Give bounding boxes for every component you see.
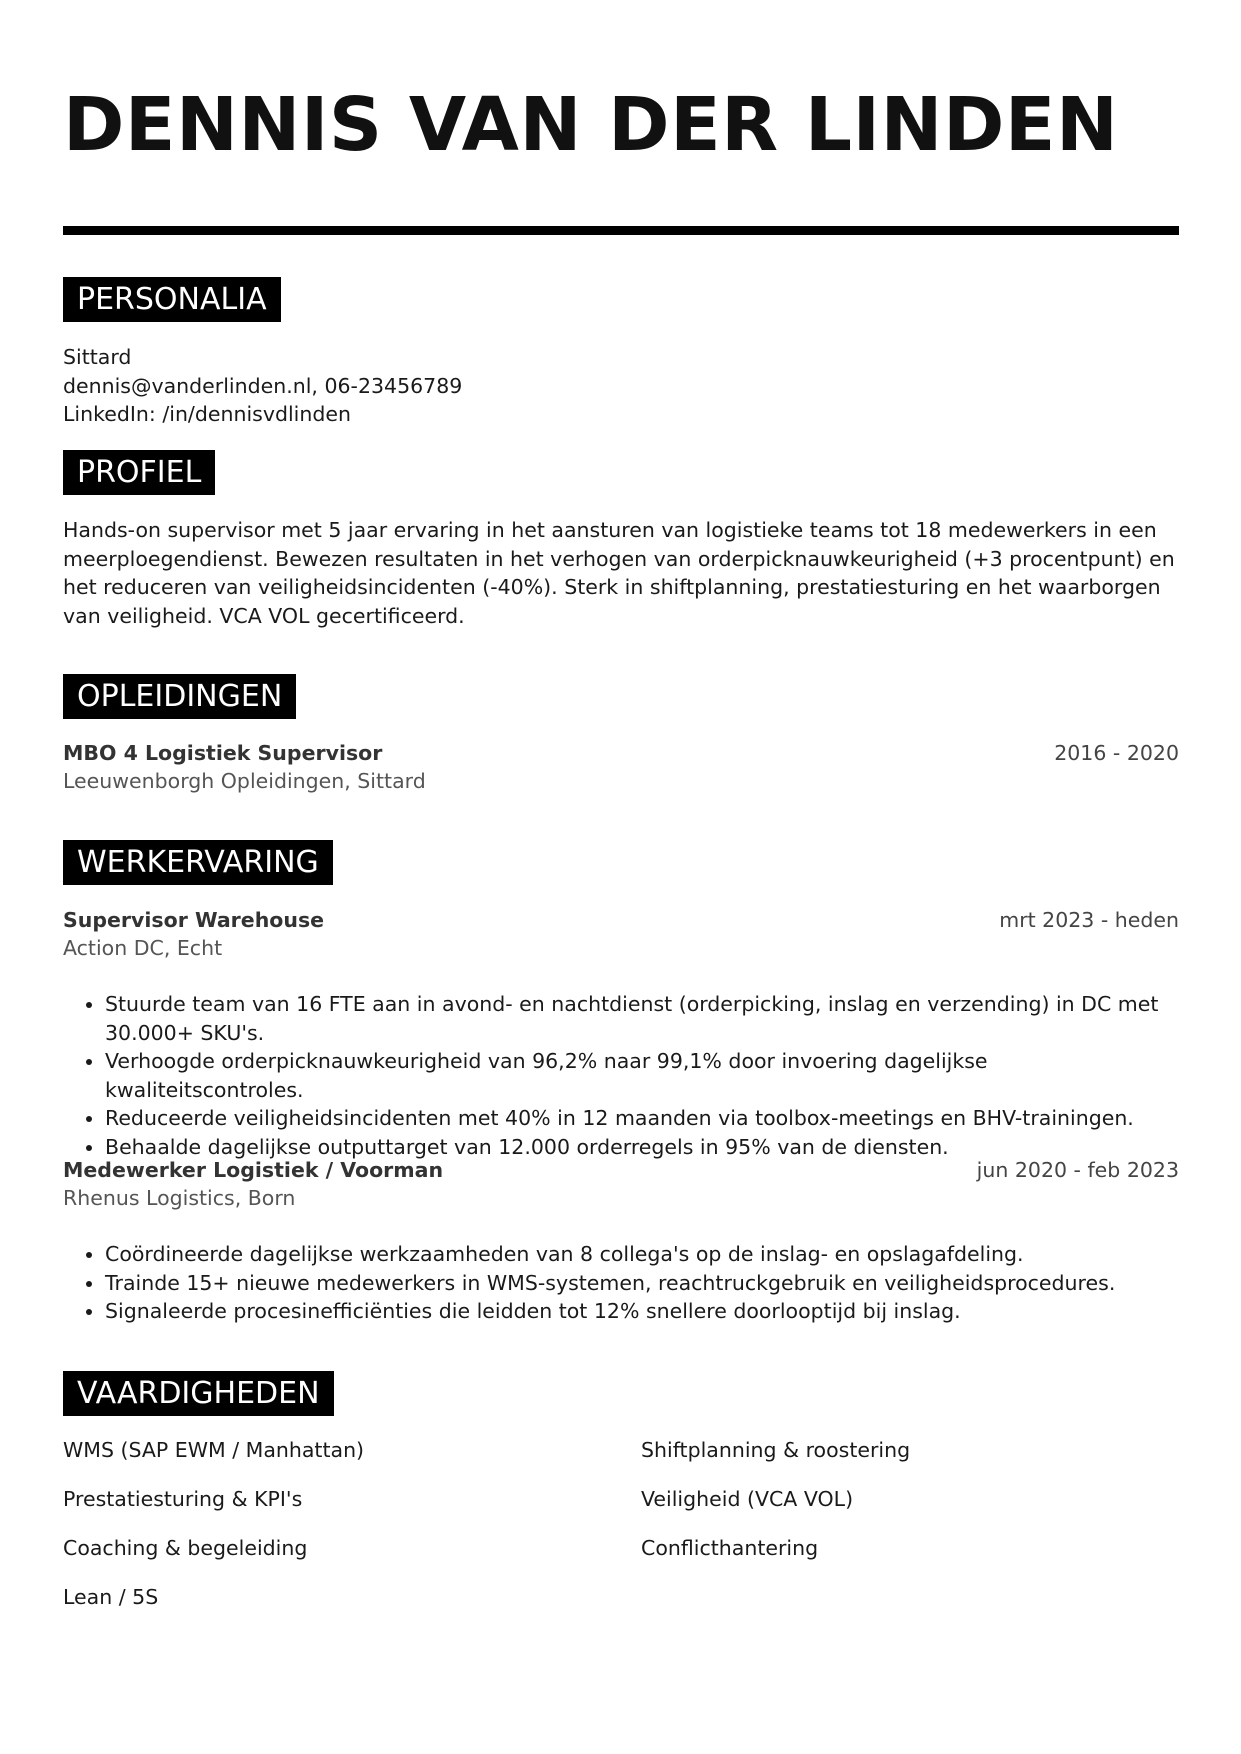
skill-item: Prestatiesturing & KPI's <box>63 1487 303 1511</box>
job-date: jun 2020 - feb 2023 <box>976 1158 1179 1182</box>
skill-item: Lean / 5S <box>63 1585 159 1609</box>
job-bullets <box>63 990 1179 1161</box>
education-title: MBO 4 Logistiek Supervisor <box>63 741 383 765</box>
section-heading-personalia: PERSONALIA <box>63 277 281 322</box>
job-title: Supervisor Warehouse <box>63 908 325 932</box>
personalia-linkedin: LinkedIn: /in/dennisvdlinden <box>63 402 351 426</box>
profile-summary: Hands-on supervisor met 5 jaar ervaring in het aansturen van logistieke teams tot 18 medewerkers in een meerploegendienst. Bewezen resultaten in het verhogen van orderpicknauwkeurigheid (+3 procentpunt) en het reduceren van veiligheidsincidenten (-40%). Sterk in shiftplanning, prestatiesturing en het waarborgen van veiligheid. VCA VOL gecertificeerd. <box>63 518 1175 628</box>
skill-item: WMS (SAP EWM / Manhattan) <box>63 1438 365 1462</box>
section-heading-profiel: PROFIEL <box>63 450 215 495</box>
job-header <box>63 1156 1179 1184</box>
section-heading-werkervaring: WERKERVARING <box>63 840 333 885</box>
section-heading-opleidingen: OPLEIDINGEN <box>63 674 296 719</box>
education-institution: Leeuwenborgh Opleidingen, Sittard <box>63 769 426 793</box>
job-entry <box>63 906 1179 962</box>
skills-grid <box>63 1436 1179 1611</box>
job-title: Medewerker Logistiek / Voorman <box>63 1158 444 1182</box>
education-date: 2016 - 2020 <box>1054 741 1179 765</box>
skill-item: Coaching & begeleiding <box>63 1536 308 1560</box>
candidate-name: DENNIS VAN DER LINDEN <box>63 82 1119 168</box>
skill-item: Veiligheid (VCA VOL) <box>641 1487 854 1511</box>
job-header <box>63 906 1179 934</box>
list-item: • Stuurde team van 16 FTE aan in avond- en nachtdienst (orderpicking, inslag en verzending) in DC met 30.000+ SKU's. <box>105 990 1179 1047</box>
personalia-block <box>63 343 1179 429</box>
job-date: mrt 2023 - heden <box>999 908 1179 932</box>
job-bullets <box>63 1240 1179 1326</box>
education-entry <box>63 739 1179 795</box>
list-item: • Coördineerde dagelijkse werkzaamheden van 8 collega's op de inslag- en opslagafdeling. <box>105 1240 1179 1269</box>
list-item: • Trainde 15+ nieuwe medewerkers in WMS-systemen, reachtruckgebruik en veiligheidsprocedures. <box>105 1269 1179 1298</box>
section-heading-vaardigheden: VAARDIGHEDEN <box>63 1371 334 1416</box>
job-company: Action DC, Echt <box>63 936 223 960</box>
list-item: • Signaleerde procesinefficiënties die leidden tot 12% snellere doorlooptijd bij inslag. <box>105 1297 1179 1326</box>
personalia-contact: dennis@vanderlinden.nl, 06-23456789 <box>63 373 463 398</box>
list-item: • Reduceerde veiligheidsincidenten met 40% in 12 maanden via toolbox-meetings en BHV-trainingen. <box>105 1104 1179 1133</box>
job-entry <box>63 1156 1179 1212</box>
list-item: • Verhoogde orderpicknauwkeurigheid van 96,2% naar 99,1% door invoering dagelijkse kwaliteitscontroles. <box>105 1047 1179 1104</box>
education-header <box>63 739 1179 767</box>
job-company: Rhenus Logistics, Born <box>63 1186 296 1210</box>
header-divider <box>63 226 1179 235</box>
skill-item: Shiftplanning & roostering <box>641 1438 911 1462</box>
personalia-city: Sittard <box>63 345 132 369</box>
skill-item: Conflicthantering <box>641 1536 819 1560</box>
list-item: • Behaalde dagelijkse outputtarget van 12.000 orderregels in 95% van de diensten. <box>105 1133 1179 1162</box>
